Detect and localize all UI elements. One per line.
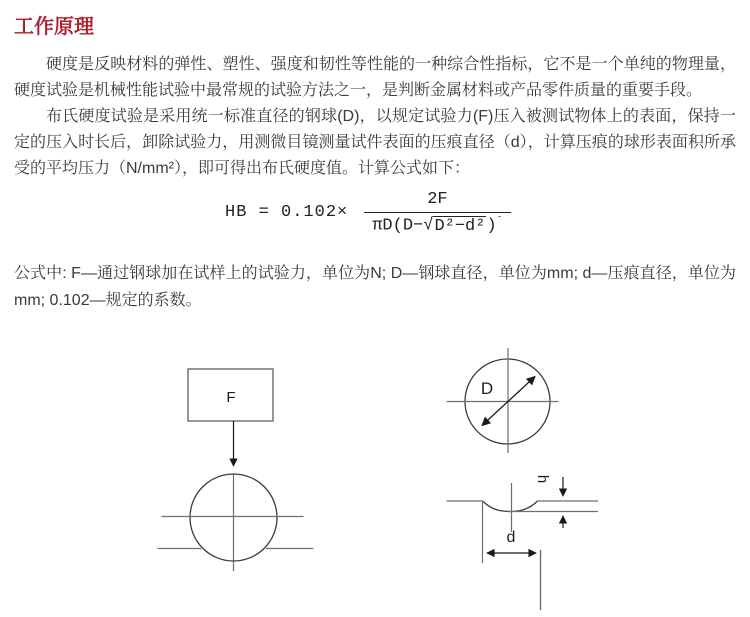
brinell-formula [225, 190, 750, 236]
indentation-profile-diagram [447, 475, 599, 610]
formula-numerator: 2F [427, 190, 448, 209]
force-indentation-diagram [158, 369, 314, 571]
denominator-suffix: ) [486, 216, 497, 236]
formula-lhs: HB = 0.102× [225, 203, 349, 223]
ball-diameter-label: D [480, 379, 494, 398]
paragraph-brinell-method: 布氏硬度试验是采用统一标准直径的钢球(D)，以规定试验力(F)压入被测试物体上的表面，保持一定的压入时长后，卸除试验力，用测微目镜测量试件表面的压痕直径（d），计算压痕的球形表面积所承受的平均压力（N/mm²），即可得出布氏硬度值。计算公式如下： [14, 108, 736, 177]
diagram-area [0, 340, 750, 617]
formula-fraction [364, 190, 510, 236]
denominator-superscript: ˉ [496, 216, 503, 227]
page-title: 工作原理 [14, 16, 94, 38]
formula-denominator [364, 212, 510, 236]
denominator-prefix: πD(D− [372, 216, 424, 236]
force-label: F [226, 389, 236, 406]
radical-sign: √ [423, 216, 434, 236]
depth-label: h [534, 474, 551, 484]
paragraph-hardness-intro: 硬度是反映材料的弹性、塑性、强度和韧性等性能的一种综合性指标，它不是一个单纯的物理量，硬度试验是机械性能试验中最常规的试验方法之一，是判断金属材料或产品零件质量的重要手段。 [14, 56, 736, 99]
ball-diameter-diagram [447, 348, 559, 453]
indentation-curve [483, 501, 538, 512]
indent-diameter-label: d [506, 529, 516, 546]
brinell-diagrams-svg [0, 340, 750, 617]
paragraph-formula-legend: 公式中: F—通过钢球加在试样上的试验力，单位为N; D—钢球直径，单位为mm; d—压痕直径，单位为mm; 0.102—规定的系数。 [14, 264, 736, 309]
sqrt-expression: D²−d² [434, 216, 486, 236]
